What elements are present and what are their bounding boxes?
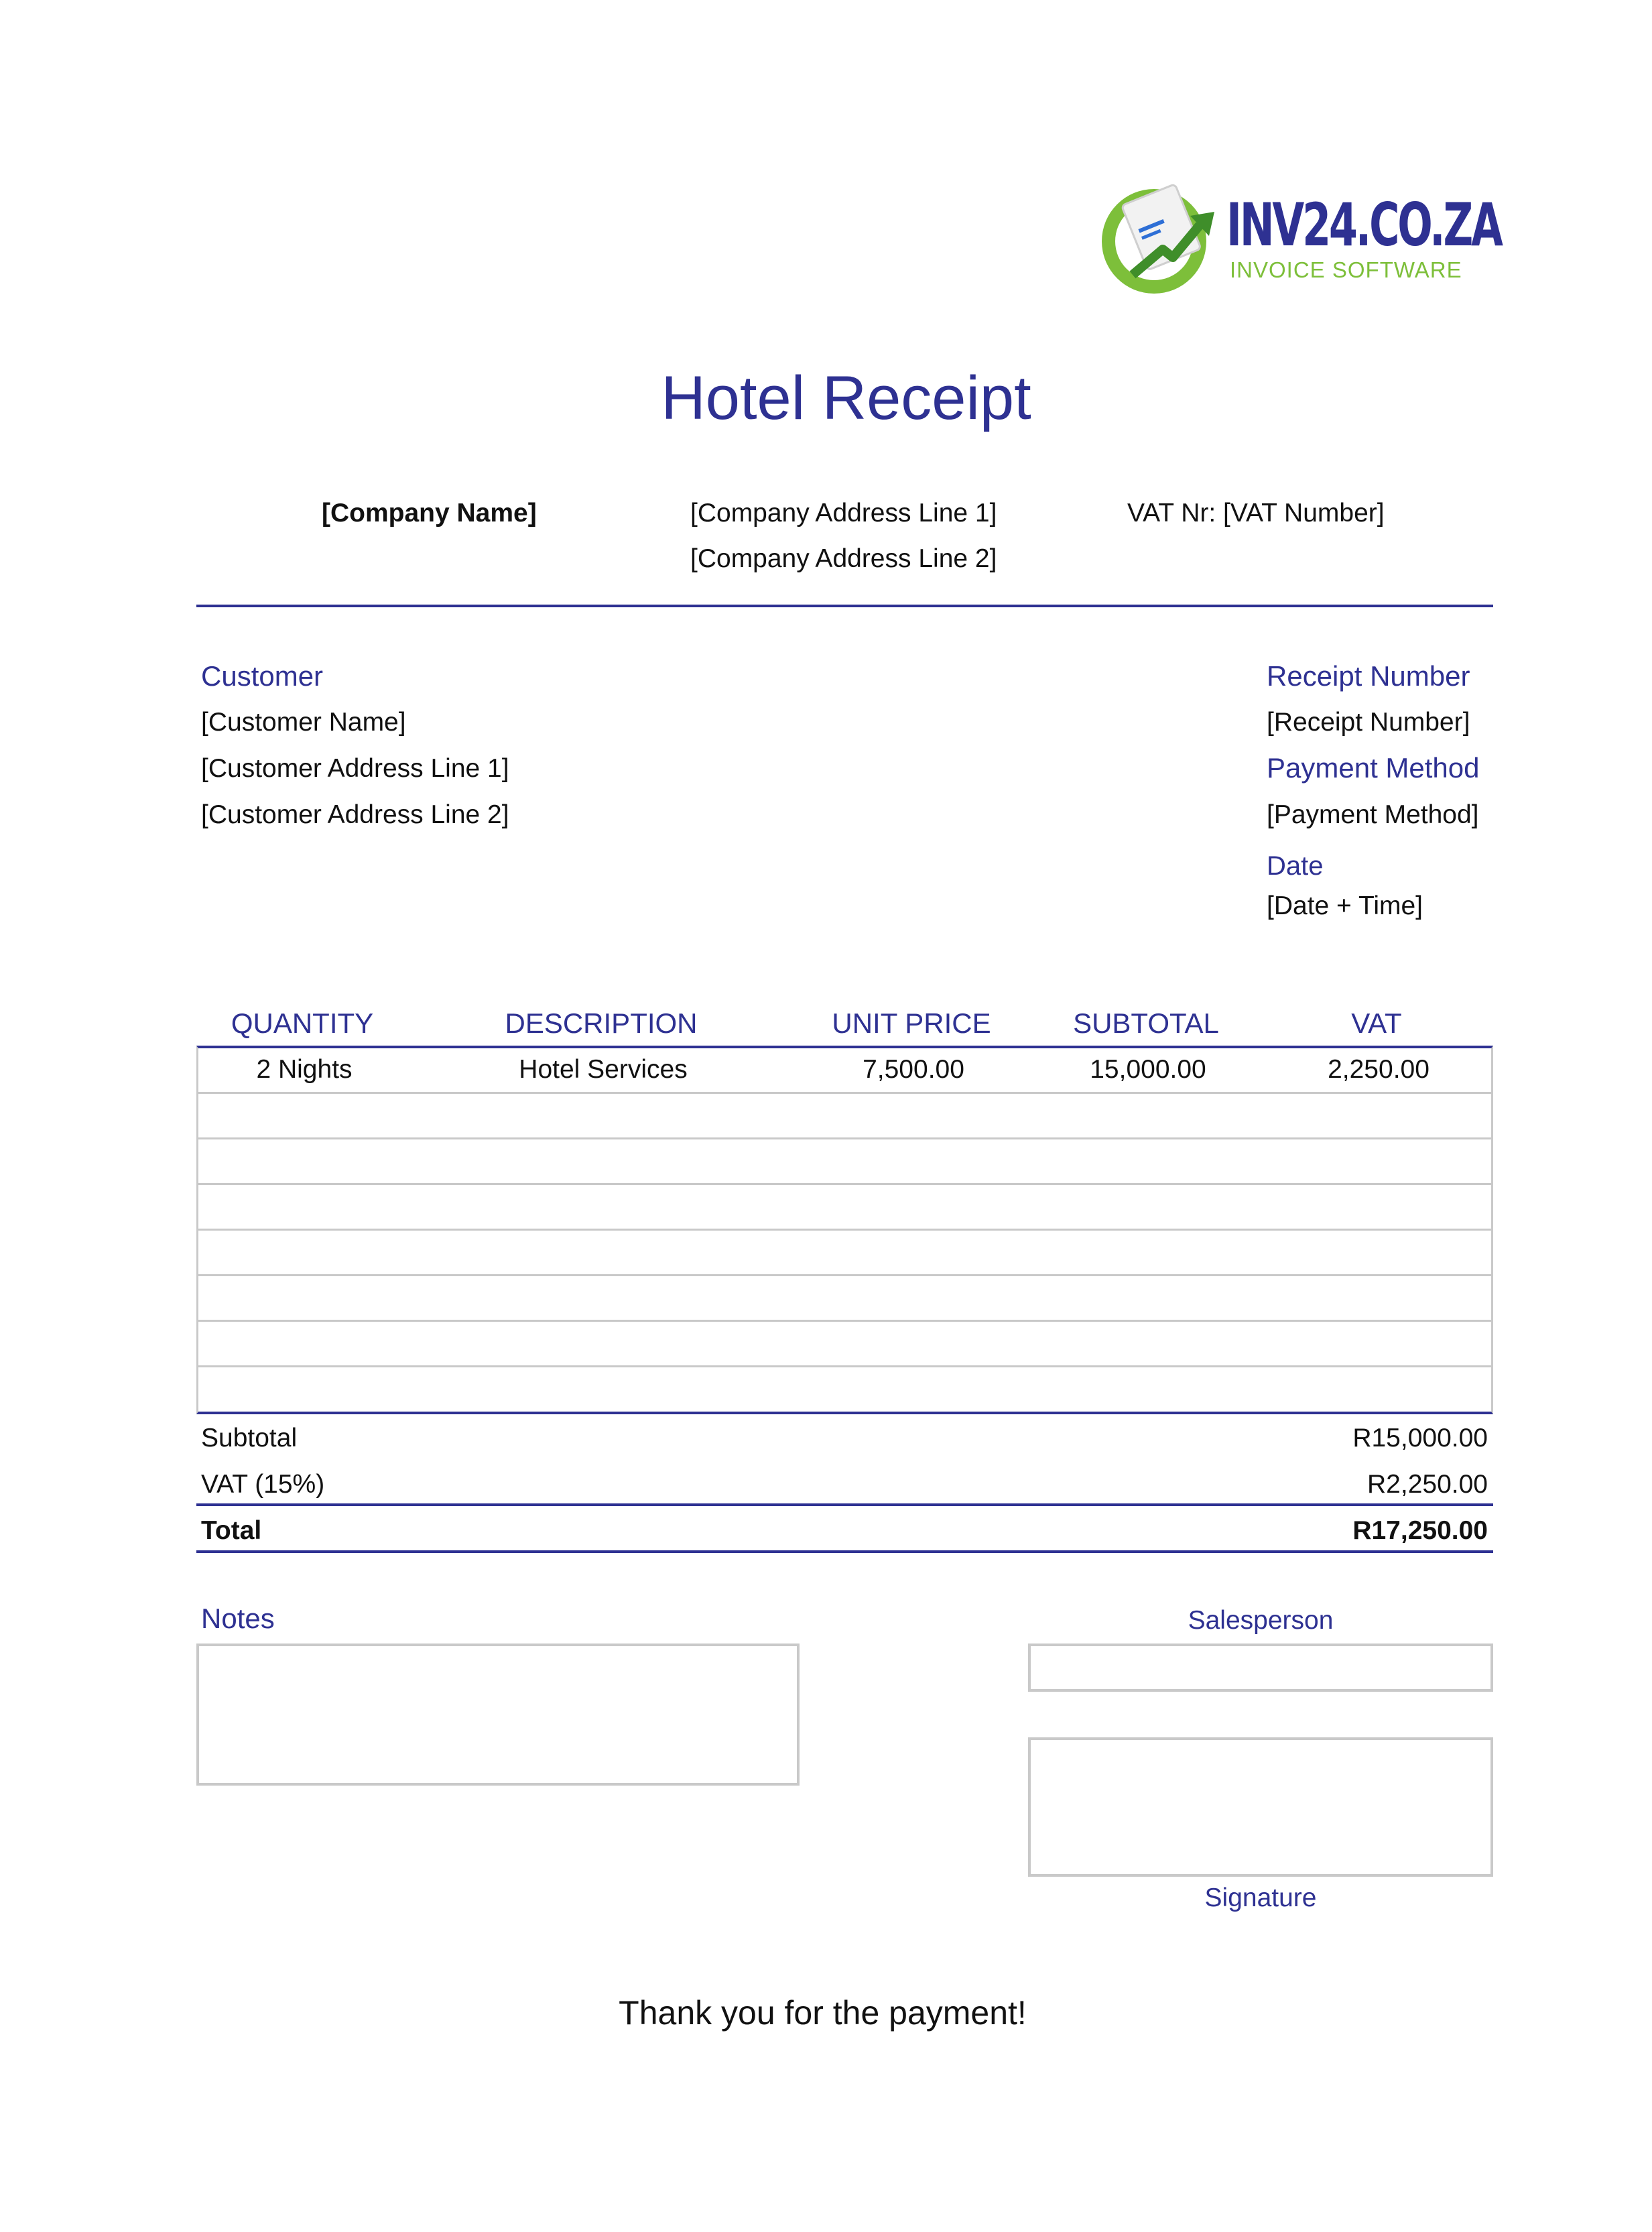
column-header-vat: VAT <box>1351 1007 1402 1039</box>
customer-address-line-2: [Customer Address Line 2] <box>201 800 509 829</box>
table-row <box>198 1322 1491 1367</box>
table-row <box>198 1231 1491 1276</box>
table-row <box>198 1185 1491 1231</box>
subtotal-label: Subtotal <box>201 1424 298 1452</box>
line-items-table <box>196 1046 1493 1414</box>
receipt-number: [Receipt Number] <box>1267 708 1470 737</box>
payment-method: [Payment Method] <box>1267 800 1479 829</box>
table-row <box>198 1139 1491 1185</box>
column-header-unit-price: UNIT PRICE <box>832 1007 991 1039</box>
row-quantity: 2 Nights <box>256 1055 353 1084</box>
company-logo <box>1099 174 1501 302</box>
salesperson-field[interactable] <box>1028 1644 1493 1692</box>
customer-heading: Customer <box>201 660 324 692</box>
logo-tagline: INVOICE SOFTWARE <box>1230 257 1462 282</box>
total-divider-top <box>196 1503 1493 1506</box>
row-description: Hotel Services <box>519 1055 688 1084</box>
signature-label: Signature <box>1204 1883 1317 1912</box>
row-unit-price: 7,500.00 <box>863 1055 964 1084</box>
table-row <box>198 1276 1491 1322</box>
thank-you-message: Thank you for the payment! <box>619 1994 1027 2032</box>
header-divider <box>196 605 1493 607</box>
signature-field[interactable] <box>1028 1737 1493 1877</box>
vat-value: R2,250.00 <box>1367 1470 1488 1499</box>
customer-address-line-1: [Customer Address Line 1] <box>201 754 509 783</box>
column-header-quantity: QUANTITY <box>231 1007 374 1039</box>
logo-brand-text: INV24.CO.ZA <box>1226 190 1501 259</box>
row-subtotal: 15,000.00 <box>1090 1055 1206 1084</box>
table-row <box>198 1048 1491 1094</box>
salesperson-label: Salesperson <box>1188 1606 1334 1635</box>
company-address-line-1: [Company Address Line 1] <box>690 499 997 528</box>
company-vat-number: VAT Nr: [VAT Number] <box>1127 499 1385 528</box>
company-name: [Company Name] <box>322 499 537 528</box>
page-title: Hotel Receipt <box>661 364 1031 432</box>
subtotal-value: R15,000.00 <box>1352 1424 1488 1452</box>
row-vat: 2,250.00 <box>1328 1055 1429 1084</box>
payment-method-label: Payment Method <box>1267 752 1480 784</box>
table-row <box>198 1367 1491 1413</box>
vat-label: VAT (15%) <box>201 1470 325 1499</box>
company-address-line-2: [Company Address Line 2] <box>690 544 997 573</box>
column-header-description: DESCRIPTION <box>505 1007 698 1039</box>
customer-name: [Customer Name] <box>201 708 406 737</box>
receipt-number-label: Receipt Number <box>1267 660 1470 692</box>
date-value: [Date + Time] <box>1267 891 1423 920</box>
column-header-subtotal: SUBTOTAL <box>1073 1007 1219 1039</box>
total-label: Total <box>201 1516 262 1545</box>
notes-label: Notes <box>201 1603 275 1634</box>
total-divider-bottom <box>196 1550 1493 1553</box>
date-label: Date <box>1267 851 1324 881</box>
logo-icon <box>1099 174 1226 302</box>
notes-field[interactable] <box>196 1644 800 1786</box>
total-value: R17,250.00 <box>1352 1516 1488 1545</box>
table-row <box>198 1094 1491 1139</box>
